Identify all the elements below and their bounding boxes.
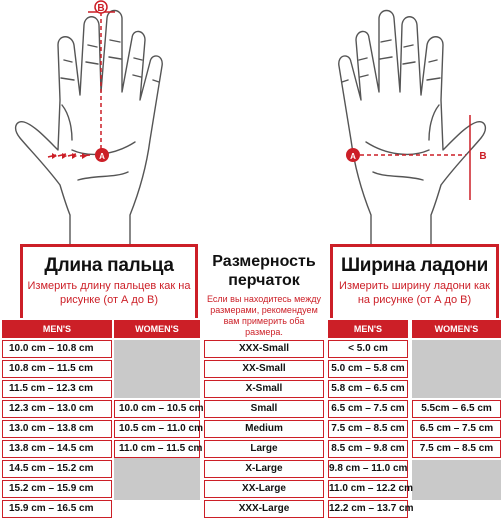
finger-length-header-box <box>20 244 198 318</box>
men-cell: 12.3 cm – 13.0 cm <box>2 400 112 418</box>
finger-length-title: Длина пальца <box>44 255 174 276</box>
men-cell: 10.0 cm – 10.8 cm <box>2 340 112 358</box>
point-b-label: B <box>479 151 487 162</box>
men-cell: 6.5 cm – 7.5 cm <box>328 400 408 418</box>
women-cell: 10.5 cm – 11.0 cm <box>114 420 200 438</box>
women-cell <box>114 460 200 478</box>
table-row <box>204 420 324 438</box>
size-cell: XXX-Small <box>204 340 324 358</box>
palm-width-panel <box>328 244 501 514</box>
table-row <box>328 400 501 418</box>
size-chart-note: Если вы находитесь между размерами, рекомендуем вам примерить оба размера. <box>207 294 321 337</box>
men-cell: 14.5 cm – 15.2 cm <box>2 460 112 478</box>
size-cell: Medium <box>204 420 324 438</box>
women-cell <box>114 340 200 358</box>
point-b-label: B <box>97 3 105 14</box>
women-cell <box>412 460 501 478</box>
size-cell: XXX-Large <box>204 500 324 518</box>
men-cell: < 5.0 cm <box>328 340 408 358</box>
size-chart-title: Размерность перчаток <box>212 253 316 289</box>
size-cell: Large <box>204 440 324 458</box>
right-hand-outline <box>339 11 486 246</box>
table-row <box>328 460 501 478</box>
finger-length-diagram <box>0 0 250 245</box>
arrow-icon <box>52 153 57 159</box>
men-cell: 13.0 cm – 13.8 cm <box>2 420 112 438</box>
men-cell: 9.8 cm – 11.0 cm <box>328 460 408 478</box>
finger-length-panel <box>0 244 204 514</box>
finger-length-column-headers <box>0 320 200 338</box>
palm-width-instruction: Измерить ширину ладони как на рисунке (от А до В) <box>339 280 490 306</box>
table-row <box>328 480 501 498</box>
men-cell: 10.8 cm – 11.5 cm <box>2 360 112 378</box>
women-cell <box>114 500 200 518</box>
men-column-header: MEN'S <box>328 320 408 338</box>
table-row <box>328 500 501 518</box>
table-row <box>204 460 324 478</box>
men-cell: 13.8 cm – 14.5 cm <box>2 440 112 458</box>
point-a-label: A <box>99 152 105 161</box>
size-cell: XX-Large <box>204 480 324 498</box>
table-row <box>0 500 200 518</box>
table-row <box>0 340 200 358</box>
men-column-header: MEN'S <box>2 320 112 338</box>
table-row <box>0 400 204 418</box>
women-column-header: WOMEN'S <box>412 320 501 338</box>
women-cell: 11.0 cm – 11.5 cm <box>114 440 200 458</box>
women-cell <box>412 360 501 378</box>
size-cell: XX-Small <box>204 360 324 378</box>
women-cell: 7.5 cm – 8.5 cm <box>412 440 501 458</box>
men-cell: 11.5 cm – 12.3 cm <box>2 380 112 398</box>
size-chart-panel <box>200 244 328 514</box>
palm-width-title: Ширина ладони <box>341 255 488 276</box>
women-cell <box>114 360 200 378</box>
finger-length-instruction: Измерить длину пальцев как на рисунке (от А до В) <box>27 280 191 306</box>
women-cell: 6.5 cm – 7.5 cm <box>412 420 501 438</box>
table-row <box>204 360 324 378</box>
table-row <box>0 460 200 478</box>
men-cell: 7.5 cm – 8.5 cm <box>328 420 408 438</box>
men-cell: 8.5 cm – 9.8 cm <box>328 440 408 458</box>
table-row <box>204 380 324 398</box>
table-row <box>328 420 501 438</box>
palm-width-table <box>328 340 501 520</box>
table-row <box>328 360 501 378</box>
men-cell: 5.8 cm – 6.5 cm <box>328 380 408 398</box>
table-row <box>328 340 501 358</box>
table-row <box>0 480 200 498</box>
table-row <box>328 380 501 398</box>
table-row <box>0 440 203 458</box>
left-hand-outline <box>16 11 163 246</box>
table-row <box>204 340 324 358</box>
table-row <box>204 480 324 498</box>
men-cell: 5.0 cm – 5.8 cm <box>328 360 408 378</box>
size-list <box>204 340 324 520</box>
women-cell: 10.0 cm – 10.5 cm <box>114 400 200 418</box>
women-cell <box>412 380 501 398</box>
size-cell: X-Large <box>204 460 324 478</box>
size-cell: X-Small <box>204 380 324 398</box>
table-row <box>328 440 501 458</box>
women-column-header: WOMEN'S <box>114 320 200 338</box>
size-cell: Small <box>204 400 324 418</box>
women-cell <box>114 480 200 498</box>
palm-width-column-headers <box>328 320 501 338</box>
table-row <box>0 360 200 378</box>
women-cell: 5.5cm – 6.5 cm <box>412 400 501 418</box>
palm-width-diagram <box>251 0 501 245</box>
table-row <box>0 380 200 398</box>
men-cell: 15.9 cm – 16.5 cm <box>2 500 112 518</box>
women-cell <box>114 380 200 398</box>
women-cell <box>412 340 501 358</box>
finger-length-table <box>0 340 204 520</box>
table-row <box>204 400 324 418</box>
point-a-label: A <box>350 152 356 161</box>
table-row <box>204 500 324 518</box>
men-cell: 15.2 cm – 15.9 cm <box>2 480 112 498</box>
men-cell: 12.2 cm – 13.7 cm <box>328 500 408 518</box>
women-cell <box>412 480 501 498</box>
table-row <box>204 440 324 458</box>
table-row <box>0 420 203 438</box>
women-cell <box>412 500 501 518</box>
palm-width-header-box <box>330 244 499 318</box>
men-cell: 11.0 cm – 12.2 cm <box>328 480 408 498</box>
